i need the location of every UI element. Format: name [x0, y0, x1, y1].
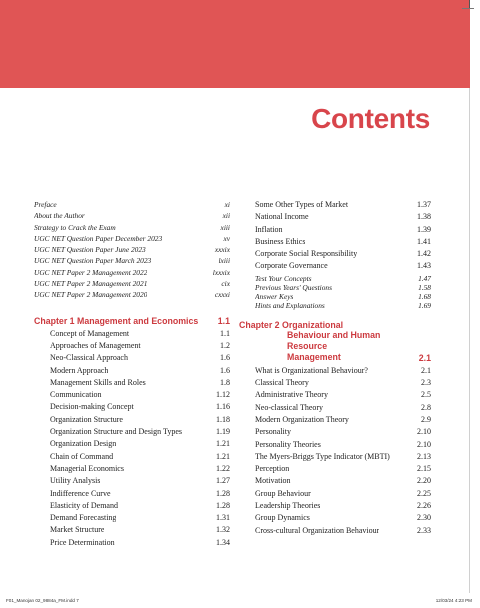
- entry-page: 1.18: [216, 414, 230, 424]
- front-matter-list: [34, 200, 230, 302]
- entry-label: Answer Keys: [255, 292, 294, 302]
- chapter-title-line: Management: [287, 351, 341, 362]
- entry-page: 1.41: [417, 236, 431, 246]
- toc-entry[interactable]: [239, 464, 431, 476]
- entry-label: Market Structure: [50, 525, 105, 535]
- toc-entry[interactable]: [239, 366, 431, 378]
- toc-entry[interactable]: [239, 249, 431, 261]
- toc-entry[interactable]: [239, 390, 431, 402]
- entry-label: UGC NET Paper 2 Management 2021: [34, 279, 148, 289]
- entry-page: lxxxix: [212, 267, 230, 277]
- entry-label: UGC NET Paper 2 Management 2022: [34, 267, 148, 277]
- entry-label: Personality Theories: [255, 439, 321, 449]
- entry-label: UGC NET Question Paper March 2023: [34, 256, 152, 266]
- entry-label: Preface: [34, 200, 57, 209]
- entry-label: Indifference Curve: [50, 488, 111, 498]
- entry-page: 2.10: [417, 427, 431, 437]
- chapter-title-line: Chapter 2 Organizational: [239, 319, 344, 330]
- entry-page: 1.42: [417, 249, 431, 259]
- entry-page: 1.27: [216, 476, 230, 486]
- toc-entry[interactable]: [34, 464, 230, 476]
- toc-entry[interactable]: [34, 489, 230, 501]
- entry-label: UGC NET Question Paper December 2023: [34, 233, 163, 243]
- entry-page: cxxxi: [214, 290, 230, 300]
- toc-entry[interactable]: [34, 390, 230, 402]
- entry-label: UGC NET Paper 2 Management 2020: [34, 290, 148, 300]
- entry-label: Price Determination: [50, 537, 115, 547]
- entry-label: The Myers-Briggs Type Indicator (MBTI): [255, 451, 390, 461]
- entry-page: 2.8: [421, 402, 431, 412]
- toc-entry[interactable]: [239, 225, 431, 237]
- toc-entry[interactable]: [239, 301, 431, 310]
- entry-label: Test Your Concepts: [255, 273, 312, 283]
- entry-page: 1.22: [216, 463, 230, 473]
- entry-label: Organization Design: [50, 439, 117, 449]
- entry-page: 1.43: [417, 261, 431, 271]
- chapter-1-sections: [34, 329, 230, 550]
- entry-page: 1.69: [418, 301, 431, 311]
- toc-entry[interactable]: [34, 341, 230, 353]
- entry-label: Concept of Management: [50, 328, 130, 338]
- toc-entry[interactable]: [34, 279, 230, 290]
- entry-label: UGC NET Question Paper June 2023: [34, 245, 146, 255]
- toc-entry[interactable]: [34, 452, 230, 464]
- chapter-page: 1.1: [217, 315, 230, 326]
- crop-mark: [462, 8, 474, 9]
- chapter-title: [239, 320, 419, 363]
- entry-page: 1.2: [220, 340, 230, 350]
- entry-page: 2.13: [417, 451, 431, 461]
- toc-entry[interactable]: [34, 353, 230, 365]
- entry-label: Inflation: [255, 224, 283, 234]
- chapter-2-sections: [239, 366, 431, 538]
- toc-entry[interactable]: [239, 274, 431, 283]
- entry-label: Approaches of Management: [50, 340, 141, 350]
- entry-label: Decision-making Concept: [50, 402, 134, 412]
- entry-page: 1.58: [418, 282, 431, 292]
- toc-entry[interactable]: [34, 538, 230, 550]
- entry-label: Corporate Social Responsibility: [255, 249, 358, 259]
- page-title: Contents: [311, 103, 430, 134]
- entry-page: xiii: [220, 222, 230, 232]
- entry-label: Elasticity of Demand: [50, 500, 118, 510]
- toc-entry[interactable]: [239, 513, 431, 525]
- entry-page: 1.34: [216, 537, 230, 547]
- entry-label: Cross-cultural Organization Behaviour: [255, 525, 380, 535]
- toc-entry[interactable]: [34, 415, 230, 427]
- entry-page: 1.68: [418, 292, 431, 302]
- chapter-1-heading[interactable]: [34, 316, 230, 326]
- toc-entry[interactable]: [239, 415, 431, 427]
- toc-entry[interactable]: [34, 402, 230, 414]
- entry-label: Modern Organization Theory: [255, 414, 349, 424]
- entry-label: Communication: [50, 390, 102, 400]
- toc-entry[interactable]: [239, 452, 431, 464]
- entry-label: Business Ethics: [255, 236, 306, 246]
- entry-label: Modern Approach: [50, 365, 109, 375]
- entry-label: Strategy to Crack the Exam: [34, 222, 116, 232]
- entry-label: Neo-classical Theory: [255, 402, 324, 412]
- toc-entry[interactable]: [34, 525, 230, 537]
- entry-label: Group Dynamics: [255, 513, 310, 523]
- entry-label: Neo-Classical Approach: [50, 353, 128, 363]
- toc-entry[interactable]: [239, 476, 431, 488]
- toc-entry[interactable]: [34, 427, 230, 439]
- toc-entry[interactable]: [239, 292, 431, 301]
- header-banner: [0, 0, 470, 88]
- entry-page: 1.8: [220, 377, 230, 387]
- toc-left-column: [34, 200, 230, 550]
- toc-entry[interactable]: [34, 268, 230, 279]
- entry-label: Leadership Theories: [255, 500, 321, 510]
- entry-page: 2.3: [421, 378, 431, 388]
- entry-label: Management Skills and Roles: [50, 377, 146, 387]
- entry-page: 2.1: [421, 365, 431, 375]
- entry-page: 2.20: [417, 476, 431, 486]
- entry-label: Hints and Explanations: [255, 301, 325, 311]
- toc-entry[interactable]: [239, 212, 431, 224]
- entry-page: 1.38: [417, 212, 431, 222]
- chapter-1-sections-continued: [239, 200, 431, 274]
- entry-label: About the Author: [34, 211, 85, 221]
- entry-page: 1.47: [418, 273, 431, 283]
- toc-entry[interactable]: [34, 223, 230, 234]
- entry-page: 1.32: [216, 525, 230, 535]
- toc-entry[interactable]: [34, 329, 230, 341]
- entry-page: 2.10: [417, 439, 431, 449]
- chapter-title-line: Behaviour and Human Resource: [287, 330, 381, 352]
- entry-page: 2.30: [417, 513, 431, 523]
- toc-entry[interactable]: [239, 501, 431, 513]
- entry-label: Organization Structure and Design Types: [50, 427, 183, 437]
- entry-page: 1.16: [216, 402, 230, 412]
- entry-label: National Income: [255, 212, 309, 222]
- toc-entry[interactable]: [34, 256, 230, 267]
- entry-page: 2.9: [421, 414, 431, 424]
- toc-entry[interactable]: [239, 378, 431, 390]
- entry-label: Perception: [255, 464, 290, 474]
- entry-label: Utility Analysis: [50, 476, 101, 486]
- entry-page: 2.15: [417, 464, 431, 474]
- entry-label: Personality: [255, 427, 291, 437]
- toc-entry[interactable]: [34, 234, 230, 245]
- entry-page: 1.28: [216, 500, 230, 510]
- entry-page: 1.6: [220, 365, 230, 375]
- entry-page: 1.21: [216, 451, 230, 461]
- chapter-page: 2.1: [418, 352, 431, 363]
- toc-entry[interactable]: [34, 245, 230, 256]
- entry-page: 1.6: [220, 353, 230, 363]
- chapter-2-heading[interactable]: [239, 320, 431, 363]
- entry-page: 2.26: [417, 500, 431, 510]
- toc-entry[interactable]: [34, 501, 230, 513]
- toc-entry[interactable]: [34, 513, 230, 525]
- entry-label: Motivation: [255, 476, 291, 486]
- toc-entry[interactable]: [34, 439, 230, 451]
- entry-page: xi: [224, 200, 230, 209]
- chapter-1-end-matter: [239, 274, 431, 311]
- toc-entry[interactable]: [239, 526, 431, 538]
- toc-entry[interactable]: [239, 489, 431, 501]
- entry-label: Classical Theory: [255, 378, 309, 388]
- toc-entry[interactable]: [34, 200, 230, 211]
- toc-entry[interactable]: [34, 211, 230, 222]
- print-slug-left: F01_Manojan 02_9884a_FM.indd 7: [6, 598, 79, 603]
- chapter-title: Chapter 1 Management and Economics: [34, 315, 199, 326]
- page-edge-rule: [469, 88, 470, 593]
- entry-page: xii: [222, 211, 230, 221]
- entry-page: cix: [221, 279, 230, 289]
- entry-label: Corporate Governance: [255, 261, 328, 271]
- entry-label: Administrative Theory: [255, 390, 328, 400]
- print-slug-right: 12/03/24 4:23 PM: [435, 598, 472, 603]
- entry-label: Chain of Command: [50, 451, 114, 461]
- toc-entry[interactable]: [34, 290, 230, 301]
- entry-page: 1.28: [216, 488, 230, 498]
- entry-label: Demand Forecasting: [50, 513, 117, 523]
- toc-right-column: [239, 200, 431, 538]
- entry-page: 1.12: [216, 390, 230, 400]
- entry-page: lxiii: [218, 256, 230, 266]
- toc-entry[interactable]: [239, 283, 431, 292]
- entry-page: 1.31: [216, 513, 230, 523]
- toc-entry[interactable]: [34, 366, 230, 378]
- toc-entry[interactable]: [34, 378, 230, 390]
- entry-label: Organization Structure: [50, 414, 123, 424]
- entry-label: Previous Years' Questions: [255, 282, 332, 292]
- entry-page: 1.1: [220, 328, 230, 338]
- entry-page: 1.39: [417, 224, 431, 234]
- entry-page: xxxix: [214, 245, 230, 255]
- entry-label: Managerial Economics: [50, 463, 124, 473]
- entry-page: xv: [223, 233, 230, 243]
- toc-entry[interactable]: [239, 261, 431, 273]
- toc-entry[interactable]: [34, 476, 230, 488]
- entry-page: 2.5: [421, 390, 431, 400]
- entry-label: What is Organizational Behaviour?: [255, 365, 368, 375]
- entry-page: 1.21: [216, 439, 230, 449]
- toc-entry[interactable]: [239, 200, 431, 212]
- entry-page: 2.25: [417, 488, 431, 498]
- toc-entry[interactable]: [239, 403, 431, 415]
- entry-label: Some Other Types of Market: [255, 200, 349, 209]
- toc-entry[interactable]: [239, 427, 431, 439]
- entry-page: 1.37: [417, 200, 431, 209]
- entry-page: 2.33: [417, 525, 431, 535]
- toc-entry[interactable]: [239, 440, 431, 452]
- toc-entry[interactable]: [239, 237, 431, 249]
- entry-page: 1.19: [216, 427, 230, 437]
- entry-label: Group Behaviour: [255, 488, 311, 498]
